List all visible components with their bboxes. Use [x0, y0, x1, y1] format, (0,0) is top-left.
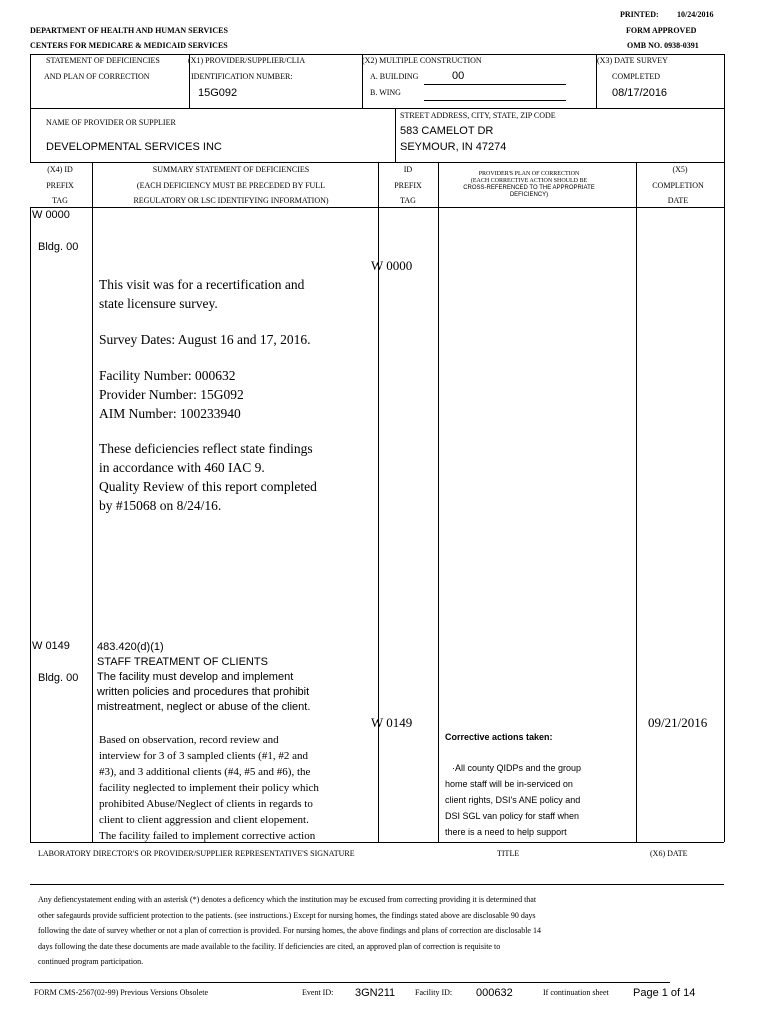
event-id-value: 3GN211 [355, 987, 396, 999]
entry1-bldg: Bldg. 00 [38, 241, 79, 253]
regulation-title: STAFF TREATMENT OF CLIENTS [97, 656, 268, 668]
text-line: interview for 3 of 3 sampled clients (#1, #2 and [99, 750, 308, 762]
x3-label-2: COMPLETED [612, 72, 660, 81]
x1-label-1: (X1) PROVIDER/SUPPLIER/CLIA [188, 56, 306, 65]
grid-line [30, 54, 31, 109]
grid-line [30, 108, 31, 162]
address-street: 583 CAMELOT DR [400, 125, 494, 137]
event-id-label: Event ID: [302, 988, 334, 997]
grid-line [30, 207, 724, 208]
text-line: Based on observation, record review and [99, 734, 279, 746]
building-underline [424, 84, 566, 85]
text-line: state licensure survey. [99, 296, 218, 311]
text-line: The facility failed to implement corrective action [99, 830, 316, 842]
text-line: Provider Number: 15G092 [99, 387, 244, 402]
entry1-paragraph-2: Survey Dates: August 16 and 17, 2016. [99, 332, 311, 347]
text-line: Quality Review of this report completed [99, 479, 317, 494]
title-label: TITLE [497, 849, 520, 858]
page-number: Page 1 of 14 [633, 987, 696, 999]
text-line: other safegaurds provide sufficient protection to the patients. (see instructions.) Except for nursing homes, the findings stated above are disclosable 90 days [38, 910, 536, 920]
x1-provider-number: 15G092 [198, 87, 238, 99]
facility-id-label: Facility ID: [415, 988, 453, 997]
id-header-3: TAG [400, 196, 416, 205]
entry2-id-tag: W 0149 [371, 715, 413, 730]
entry2-completion-date: 09/21/2016 [648, 715, 708, 730]
text-line: in accordance with 460 IAC 9. [99, 460, 265, 475]
provider-name: DEVELOPMENTAL SERVICES INC [46, 141, 222, 153]
text-line: written policies and procedures that prohibit [97, 686, 310, 698]
statement-label-2: AND PLAN OF CORRECTION [44, 72, 150, 81]
grid-line [92, 162, 93, 842]
x5-header-2: COMPLETION [652, 181, 704, 190]
date-label: (X6) DATE [650, 849, 688, 858]
id-header-2: PREFIX [394, 181, 422, 190]
plan-header-2: (EACH CORRECTIVE ACTION SHOULD BE [470, 178, 588, 184]
x4-header-3: TAG [52, 196, 68, 205]
entry1-paragraph-4 [99, 439, 374, 515]
signature-label: LABORATORY DIRECTOR'S OR PROVIDER/SUPPLIER REPRESENTATIVE'S SIGNATURE [38, 849, 355, 858]
plan-header-3: CROSS-REFERENCED TO THE APPROPRIATE [463, 185, 595, 191]
grid-line [395, 108, 396, 162]
grid-line [30, 884, 724, 885]
text-line: days following the date these documents are made available to the facility. If deficiencies are cited, an approved plan of correction is requisite to [38, 941, 501, 951]
provider-name-label: NAME OF PROVIDER OR SUPPLIER [46, 118, 176, 127]
text-line: there is a need to help support [445, 827, 567, 837]
text-line: These deficiencies reflect state findings [99, 441, 313, 456]
x5-header-3: DATE [667, 196, 689, 205]
omb-number: OMB NO. 0938-0391 [627, 41, 699, 50]
x5-header-1: (X5) [672, 165, 688, 174]
text-line: client to client aggression and client elopement. [99, 814, 309, 826]
entry2-bldg: Bldg. 00 [38, 672, 79, 684]
entry1-paragraph-3 [99, 366, 374, 423]
entry2-findings [99, 732, 374, 844]
text-line: Any defiencystatement ending with an asterisk (*) denotes a deficency which the institution may be excused from correcting providing it is determined that [38, 895, 537, 904]
text-line: Facility Number: 000632 [99, 368, 236, 383]
summary-header-3: REGULATORY OR LSC IDENTIFYING INFORMATION) [133, 196, 329, 205]
building-value: 00 [452, 70, 465, 82]
text-line: ·All county QIDPs and the group [452, 763, 582, 773]
entry1-id-tag: W 0000 [371, 258, 413, 273]
wing-underline [424, 100, 566, 101]
text-line: client rights, DSI's ANE policy and [445, 795, 581, 805]
grid-line [30, 54, 724, 55]
entry2-regulation [97, 640, 375, 715]
summary-header-2: (EACH DEFICIENCY MUST BE PRECEDED BY FULL [136, 181, 326, 190]
footnote [38, 892, 718, 970]
printed-label: PRINTED: [620, 10, 659, 19]
wing-label: B. WING [370, 88, 401, 97]
plan-header-4: DEFICIENCY) [509, 192, 549, 198]
plan-text [445, 760, 633, 840]
id-header-1: ID [403, 165, 413, 174]
text-line: #3), and 3 additional clients (#4, #5 and #6), the [99, 766, 311, 778]
survey-completed-date: 08/17/2016 [612, 87, 668, 99]
text-line: continued program participation. [38, 957, 144, 966]
entry2-tag: W 0149 [32, 640, 70, 652]
grid-line [30, 842, 724, 843]
text-line: This visit was for a recertification and [99, 277, 305, 292]
grid-line [30, 162, 724, 163]
grid-line [30, 982, 670, 983]
text-line: home staff will be in-serviced on [445, 779, 573, 789]
facility-id-value: 000632 [476, 987, 513, 999]
statement-label-1: STATEMENT OF DEFICIENCIES [46, 56, 160, 65]
grid-line [724, 54, 725, 162]
form-approved: FORM APPROVED [626, 26, 697, 35]
plan-header-1: PROVIDER'S PLAN OF CORRECTION [478, 171, 580, 177]
grid-line [30, 108, 724, 109]
cms-heading: CENTERS FOR MEDICARE & MEDICAID SERVICES [30, 41, 228, 50]
building-label: A. BUILDING [370, 72, 419, 81]
text-line: The facility must develop and implement [97, 671, 294, 683]
text-line: by #15068 on 8/24/16. [99, 498, 222, 513]
continuation-label: If continuation sheet [543, 988, 609, 997]
summary-header-1: SUMMARY STATEMENT OF DEFICIENCIES [152, 165, 310, 174]
text-line: AIM Number: 100233940 [99, 406, 241, 421]
form-number: FORM CMS-2567(02-99) Previous Versions Obsolete [34, 988, 209, 997]
grid-line [30, 207, 31, 842]
text-line: facility neglected to implement their policy which [99, 782, 319, 794]
x4-header-2: PREFIX [46, 181, 74, 190]
grid-line [636, 162, 637, 842]
text-line: following the date of survey whether or not a plan of correction is provided. For nursing homes, the above findings and plans of correction are disclosable 14 [38, 926, 541, 935]
address-label: STREET ADDRESS, CITY, STATE, ZIP CODE [400, 111, 556, 120]
address-city: SEYMOUR, IN 47274 [400, 141, 507, 153]
x1-label-2: IDENTIFICATION NUMBER: [191, 72, 293, 81]
x4-header-1: (X4) ID [47, 165, 73, 174]
department-heading: DEPARTMENT OF HEALTH AND HUMAN SERVICES [30, 26, 228, 35]
regulation-number: 483.420(d)(1) [97, 641, 164, 653]
grid-line [724, 162, 725, 842]
text-line: DSI SGL van policy for staff when [445, 811, 580, 821]
printed-date: 10/24/2016 [677, 10, 714, 19]
text-line: prohibited Abuse/Neglect of clients in regards to [99, 798, 313, 810]
entry1-paragraph-1 [99, 275, 374, 313]
plan-title: Corrective actions taken: [445, 732, 553, 742]
text-line: mistreatment, neglect or abuse of the client. [97, 701, 311, 713]
x2-label: (X2) MULTIPLE CONSTRUCTION [362, 56, 482, 65]
grid-line [438, 162, 439, 842]
x3-label-1: (X3) DATE SURVEY [597, 56, 668, 65]
entry1-tag: W 0000 [32, 209, 70, 221]
